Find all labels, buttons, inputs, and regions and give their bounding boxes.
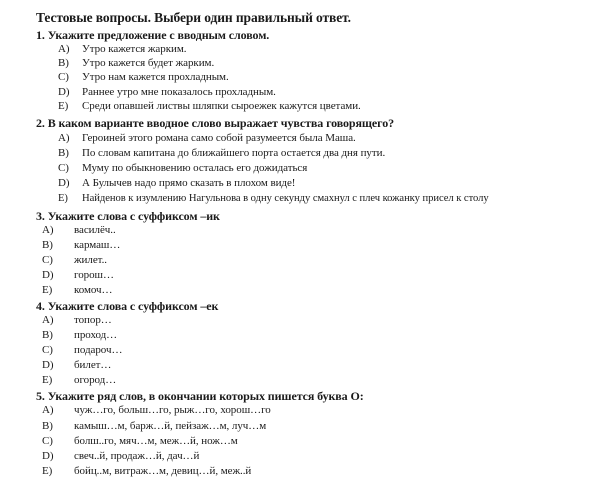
option-text: василёч.. bbox=[74, 224, 116, 236]
option-text: А Булычев надо прямо сказать в плохом виде! bbox=[82, 177, 296, 189]
option-text: Героиней этого романа само собой разумеется была Маша. bbox=[82, 132, 356, 144]
option-text: топор… bbox=[74, 314, 112, 326]
option-label: A) bbox=[58, 43, 70, 55]
option-3-d bbox=[42, 270, 114, 281]
option-label: A) bbox=[42, 314, 54, 326]
option-text: чуж…го, больш…го, рыж…го, хорош…го bbox=[74, 404, 271, 416]
option-text: свеч..й, продаж…й, дач…й bbox=[74, 450, 200, 462]
option-text: подароч… bbox=[74, 344, 123, 356]
question-5: 5. Укажите ряд слов, в окончании которых пишется буква О: bbox=[36, 389, 364, 403]
option-label: C) bbox=[42, 435, 53, 447]
option-1-b bbox=[58, 58, 214, 69]
question-4: 4. Укажите слова с суффиксом –ек bbox=[36, 299, 219, 313]
option-label: E) bbox=[58, 100, 69, 112]
option-5-e bbox=[42, 466, 251, 477]
option-label: B) bbox=[42, 239, 53, 251]
option-3-c bbox=[42, 255, 107, 266]
option-text: Раннее утро мне показалось прохладным. bbox=[82, 86, 276, 98]
option-label: C) bbox=[42, 344, 53, 356]
option-label: D) bbox=[58, 177, 70, 189]
option-text: жилет.. bbox=[74, 254, 107, 266]
option-label: B) bbox=[42, 420, 53, 432]
option-4-d bbox=[42, 360, 111, 371]
option-5-d bbox=[42, 451, 199, 462]
option-label: C) bbox=[58, 162, 69, 174]
option-1-e bbox=[58, 101, 361, 112]
option-2-e bbox=[58, 194, 489, 205]
option-1-c bbox=[58, 72, 229, 83]
option-text: болш..го, мяч…м, меж…й, нож…м bbox=[74, 435, 238, 447]
option-label: C) bbox=[58, 71, 69, 83]
option-5-b bbox=[42, 421, 266, 432]
option-label: A) bbox=[42, 224, 54, 236]
option-label: E) bbox=[42, 374, 53, 386]
option-text: Среди опавшей листвы шляпки сыроежек кажутся цветами. bbox=[82, 100, 361, 112]
option-text: огород… bbox=[74, 374, 117, 386]
option-label: B) bbox=[58, 57, 69, 69]
option-3-e bbox=[42, 285, 113, 296]
option-4-a bbox=[42, 315, 112, 326]
option-3-b bbox=[42, 240, 120, 251]
option-text: Найденов к изумлению Нагульнова в одну секунду смахнул с плеч кожанку присел к столу bbox=[82, 193, 489, 204]
question-3: 3. Укажите слова с суффиксом –ик bbox=[36, 209, 220, 223]
option-2-b bbox=[58, 148, 385, 159]
option-5-c bbox=[42, 436, 238, 447]
option-2-c bbox=[58, 163, 307, 174]
option-label: B) bbox=[42, 329, 53, 341]
option-label: D) bbox=[58, 86, 70, 98]
option-1-a bbox=[58, 44, 186, 55]
option-label: D) bbox=[42, 269, 54, 281]
option-text: бойц..м, витраж…м, девиц…й, меж..й bbox=[74, 465, 252, 477]
option-label: D) bbox=[42, 359, 54, 371]
option-4-e bbox=[42, 375, 116, 386]
option-text: Утро кажется жарким. bbox=[82, 43, 187, 55]
option-label: A) bbox=[58, 132, 70, 144]
page-title: Тестовые вопросы. Выбери один правильный ответ. bbox=[36, 10, 351, 25]
option-4-b bbox=[42, 330, 117, 341]
option-label: E) bbox=[42, 465, 53, 477]
question-2: 2. В каком варианте вводное слово выражает чувства говорящего? bbox=[36, 116, 395, 130]
option-label: A) bbox=[42, 404, 54, 416]
option-text: проход… bbox=[74, 329, 118, 341]
option-1-d bbox=[58, 87, 276, 98]
option-label: E) bbox=[42, 284, 53, 296]
question-1: 1. Укажите предложение с вводным словом. bbox=[36, 28, 270, 42]
option-text: камыш…м, барж…й, пейзаж…м, луч…м bbox=[74, 420, 267, 432]
option-text: билет… bbox=[74, 359, 112, 371]
option-text: Утро кажется будет жарким. bbox=[82, 57, 215, 69]
option-label: D) bbox=[42, 450, 54, 462]
option-label: C) bbox=[42, 254, 53, 266]
option-4-c bbox=[42, 345, 122, 356]
option-text: горош… bbox=[74, 269, 114, 281]
option-3-a bbox=[42, 225, 116, 236]
option-text: Утро нам кажется прохладным. bbox=[82, 71, 229, 83]
option-2-d bbox=[58, 178, 295, 189]
option-text: Муму по обыкновению осталась его дожидаться bbox=[82, 162, 308, 174]
option-text: По словам капитана до ближайшего порта остается два дня пути. bbox=[82, 147, 386, 159]
option-label: E) bbox=[58, 193, 68, 204]
option-text: кармаш… bbox=[74, 239, 121, 251]
option-label: B) bbox=[58, 147, 69, 159]
option-5-a bbox=[42, 405, 271, 416]
option-text: комоч… bbox=[74, 284, 113, 296]
option-2-a bbox=[58, 133, 356, 144]
